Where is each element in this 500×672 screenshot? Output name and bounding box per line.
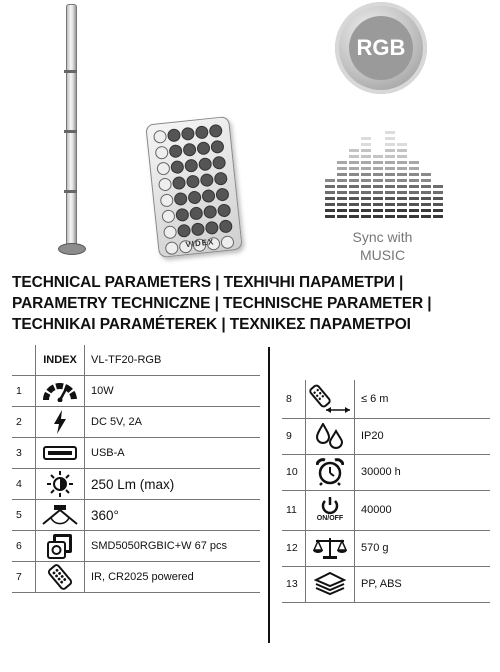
remote-button-graphic — [155, 146, 169, 160]
sync-line-2: MUSIC — [359, 247, 406, 263]
table-row — [12, 531, 260, 562]
remote-control-image — [145, 116, 243, 258]
equalizer-segment — [421, 203, 431, 206]
equalizer-segment — [349, 179, 359, 182]
equalizer-segment — [433, 185, 443, 188]
remote-button-graphic — [160, 193, 174, 207]
remote-button-graphic — [214, 172, 228, 186]
equalizer-bar — [325, 176, 335, 218]
equalizer-segment — [373, 197, 383, 200]
equalizer-segment — [385, 161, 395, 164]
power-gauge-icon — [36, 376, 85, 407]
remote-value: IR, CR2025 powered — [85, 562, 261, 593]
table-header-row — [12, 345, 260, 376]
equalizer-segment — [325, 185, 335, 188]
equalizer-segment — [421, 173, 431, 176]
remote-range-icon — [306, 380, 355, 418]
remote-button-graphic — [203, 205, 217, 219]
equalizer-segment — [373, 209, 383, 212]
equalizer-segment — [397, 191, 407, 194]
model-name: VL-TF20-RGB — [85, 345, 261, 376]
table-row — [12, 500, 260, 531]
equalizer-segment — [349, 161, 359, 164]
equalizer-segment — [385, 143, 395, 146]
equalizer-segment — [385, 209, 395, 212]
row-number: 9 — [282, 418, 306, 454]
equalizer-segment — [409, 203, 419, 206]
floor-lamp-image — [66, 4, 77, 246]
remote-button-graphic — [184, 159, 198, 173]
equalizer-segment — [325, 179, 335, 182]
equalizer-segment — [337, 215, 347, 218]
equalizer-segment — [361, 167, 371, 170]
equalizer-segment — [373, 215, 383, 218]
equalizer-bar — [421, 170, 431, 218]
remote-button-graphic — [181, 127, 195, 141]
remote-button-graphic — [210, 140, 224, 154]
equalizer-segment — [397, 173, 407, 176]
technical-parameters-heading: TECHNICAL PARAMETERS | ТЕХНІЧНІ ПАРАМЕТРИ | PARAMETRY TECHNICZNE | TECHNISCHE PARAMETER | TECHNIKAI PARAMÉTEREK | ΤΕΧΝΙΚΕΣ ΠΑΡΑΜΕΤΡΟΙ — [12, 274, 432, 333]
remote-control-icon — [36, 562, 85, 593]
equalizer-segment — [337, 191, 347, 194]
equalizer-segment — [433, 209, 443, 212]
equalizer-segment — [361, 137, 371, 140]
equalizer-segment — [385, 167, 395, 170]
table-row — [12, 469, 260, 500]
power-value: 10W — [85, 376, 261, 407]
equalizer-bar — [337, 158, 347, 218]
equalizer-bar — [385, 128, 395, 218]
equalizer-segment — [373, 155, 383, 158]
equalizer-segment — [409, 179, 419, 182]
lightning-icon — [36, 407, 85, 438]
sync-with-music-label — [315, 228, 450, 264]
equalizer-segment — [373, 161, 383, 164]
equalizer-segment — [385, 215, 395, 218]
equalizer-segment — [337, 173, 347, 176]
table-row — [12, 438, 260, 469]
table-row — [282, 530, 490, 566]
equalizer-segment — [385, 149, 395, 152]
lamp-base — [58, 243, 86, 255]
equalizer-segment — [361, 143, 371, 146]
equalizer-segment — [325, 203, 335, 206]
equalizer-segment — [361, 191, 371, 194]
remote-button-graphic — [175, 208, 189, 222]
equalizer-segment — [373, 179, 383, 182]
switch-cycles-value: 40000 — [355, 490, 491, 530]
equalizer-segment — [421, 215, 431, 218]
equalizer-segment — [397, 197, 407, 200]
equalizer-segment — [385, 137, 395, 140]
equalizer-segment — [385, 173, 395, 176]
row-number: 2 — [12, 407, 36, 438]
equalizer-segment — [373, 203, 383, 206]
equalizer-segment — [361, 197, 371, 200]
alarm-clock-icon — [306, 454, 355, 490]
water-drops-icon — [306, 418, 355, 454]
brightness-icon — [36, 469, 85, 500]
equalizer-segment — [397, 209, 407, 212]
remote-button-graphic — [191, 222, 205, 236]
input-value: DC 5V, 2A — [85, 407, 261, 438]
equalizer-segment — [361, 185, 371, 188]
equalizer-segment — [409, 197, 419, 200]
equalizer-icon — [325, 120, 443, 218]
rgb-badge — [335, 2, 427, 94]
equalizer-segment — [433, 191, 443, 194]
equalizer-segment — [337, 179, 347, 182]
connector-value: USB-A — [85, 438, 261, 469]
remote-button-graphic — [174, 192, 188, 206]
equalizer-segment — [325, 197, 335, 200]
remote-button-graphic — [215, 187, 229, 201]
beam-angle-icon — [36, 500, 85, 531]
equalizer-segment — [325, 191, 335, 194]
equalizer-segment — [421, 209, 431, 212]
equalizer-segment — [409, 167, 419, 170]
equalizer-segment — [373, 185, 383, 188]
equalizer-segment — [397, 185, 407, 188]
equalizer-segment — [385, 131, 395, 134]
equalizer-segment — [373, 167, 383, 170]
remote-button-graphic — [217, 203, 231, 217]
equalizer-segment — [373, 173, 383, 176]
rgb-badge-label: RGB — [349, 16, 413, 80]
equalizer-segment — [337, 167, 347, 170]
equalizer-segment — [349, 155, 359, 158]
equalizer-segment — [373, 191, 383, 194]
equalizer-segment — [337, 161, 347, 164]
led-chip-icon — [36, 531, 85, 562]
usb-port-icon — [36, 438, 85, 469]
remote-button-graphic — [169, 144, 183, 158]
equalizer-segment — [349, 215, 359, 218]
table-row — [282, 380, 490, 418]
row-number: 10 — [282, 454, 306, 490]
table-row — [12, 376, 260, 407]
equalizer-segment — [361, 155, 371, 158]
equalizer-bar — [349, 146, 359, 218]
table-row — [282, 454, 490, 490]
equalizer-segment — [421, 179, 431, 182]
remote-brand: VIDEX — [184, 237, 215, 250]
equalizer-segment — [349, 185, 359, 188]
equalizer-segment — [397, 143, 407, 146]
sync-line-1: Sync with — [352, 229, 413, 245]
equalizer-segment — [421, 191, 431, 194]
equalizer-segment — [349, 173, 359, 176]
equalizer-segment — [337, 203, 347, 206]
remote-button-graphic — [158, 177, 172, 191]
equalizer-segment — [361, 149, 371, 152]
equalizer-segment — [361, 173, 371, 176]
remote-button-graphic — [200, 173, 214, 187]
remote-button-graphic — [177, 224, 191, 238]
equalizer-segment — [433, 203, 443, 206]
remote-button-graphic — [205, 221, 219, 235]
remote-button-graphic — [196, 141, 210, 155]
remote-button-graphic — [170, 160, 184, 174]
equalizer-segment — [397, 149, 407, 152]
equalizer-segment — [409, 215, 419, 218]
equalizer-segment — [349, 167, 359, 170]
led-value: SMD5050RGBIC+W 67 pcs — [85, 531, 261, 562]
equalizer-segment — [397, 203, 407, 206]
remote-button-graphic — [161, 209, 175, 223]
equalizer-segment — [397, 179, 407, 182]
remote-button-graphic — [186, 174, 200, 188]
equalizer-segment — [349, 191, 359, 194]
equalizer-segment — [433, 197, 443, 200]
equalizer-segment — [397, 215, 407, 218]
remote-button-graphic — [198, 157, 212, 171]
row-number: 5 — [12, 500, 36, 531]
table-row — [282, 418, 490, 454]
equalizer-segment — [349, 209, 359, 212]
equalizer-bar — [373, 152, 383, 218]
equalizer-segment — [385, 155, 395, 158]
equalizer-segment — [337, 197, 347, 200]
row-number: 8 — [282, 380, 306, 418]
equalizer-bar — [397, 140, 407, 218]
lamp-joint — [64, 130, 77, 133]
equalizer-segment — [361, 209, 371, 212]
equalizer-segment — [361, 215, 371, 218]
remote-button-graphic — [209, 124, 223, 138]
remote-button-graphic — [189, 206, 203, 220]
row-number: 6 — [12, 531, 36, 562]
remote-button-graphic — [182, 143, 196, 157]
row-number: 1 — [12, 376, 36, 407]
lumen-value: 250 Lm (max) — [85, 469, 261, 500]
table-row — [12, 562, 260, 593]
equalizer-segment — [397, 167, 407, 170]
equalizer-segment — [409, 185, 419, 188]
equalizer-segment — [337, 185, 347, 188]
remote-button-graphic — [219, 219, 233, 233]
equalizer-bar — [433, 182, 443, 218]
equalizer-segment — [409, 191, 419, 194]
equalizer-segment — [361, 179, 371, 182]
on-off-label: ON/OFF — [316, 515, 344, 522]
equalizer-segment — [385, 197, 395, 200]
equalizer-bar — [409, 158, 419, 218]
remote-button-graphic — [201, 189, 215, 203]
on-off-icon — [306, 490, 355, 530]
row-number: 13 — [282, 566, 306, 602]
equalizer-segment — [349, 203, 359, 206]
weight-value: 570 g — [355, 530, 491, 566]
beam-angle-value: 360° — [85, 500, 261, 531]
layers-icon — [306, 566, 355, 602]
table-row — [12, 407, 260, 438]
equalizer-segment — [349, 197, 359, 200]
equalizer-segment — [397, 161, 407, 164]
column-divider — [268, 347, 270, 643]
spec-table-right — [282, 380, 490, 603]
equalizer-segment — [325, 215, 335, 218]
index-label: INDEX — [36, 345, 85, 376]
equalizer-segment — [385, 185, 395, 188]
lamp-joint — [64, 70, 77, 73]
row-number: 4 — [12, 469, 36, 500]
equalizer-segment — [409, 209, 419, 212]
spec-table-left — [12, 345, 260, 593]
remote-button-graphic — [195, 125, 209, 139]
equalizer-segment — [397, 155, 407, 158]
equalizer-segment — [385, 179, 395, 182]
lamp-joint — [64, 190, 77, 193]
remote-button-graphic — [163, 225, 177, 239]
row-number: 3 — [12, 438, 36, 469]
table-row — [282, 490, 490, 530]
equalizer-segment — [421, 185, 431, 188]
equalizer-segment — [433, 215, 443, 218]
remote-button-graphic — [187, 190, 201, 204]
equalizer-bar — [361, 134, 371, 218]
remote-button-graphic — [212, 156, 226, 170]
equalizer-segment — [409, 173, 419, 176]
remote-button-graphic — [172, 176, 186, 190]
range-value: ≤ 6 m — [355, 380, 491, 418]
row-number: 7 — [12, 562, 36, 593]
remote-button-graphic — [167, 128, 181, 142]
ip-rating-value: IP20 — [355, 418, 491, 454]
row-number: 11 — [282, 490, 306, 530]
equalizer-segment — [349, 149, 359, 152]
row-number: 12 — [282, 530, 306, 566]
equalizer-segment — [361, 161, 371, 164]
equalizer-segment — [361, 203, 371, 206]
equalizer-segment — [337, 209, 347, 212]
scale-icon — [306, 530, 355, 566]
equalizer-segment — [325, 209, 335, 212]
equalizer-segment — [421, 197, 431, 200]
equalizer-segment — [385, 203, 395, 206]
equalizer-segment — [409, 161, 419, 164]
lifetime-value: 30000 h — [355, 454, 491, 490]
equalizer-segment — [385, 191, 395, 194]
material-value: PP, ABS — [355, 566, 491, 602]
table-row — [282, 566, 490, 602]
remote-button-graphic — [153, 130, 167, 144]
table-cell — [12, 345, 36, 376]
remote-button-graphic — [156, 161, 170, 175]
